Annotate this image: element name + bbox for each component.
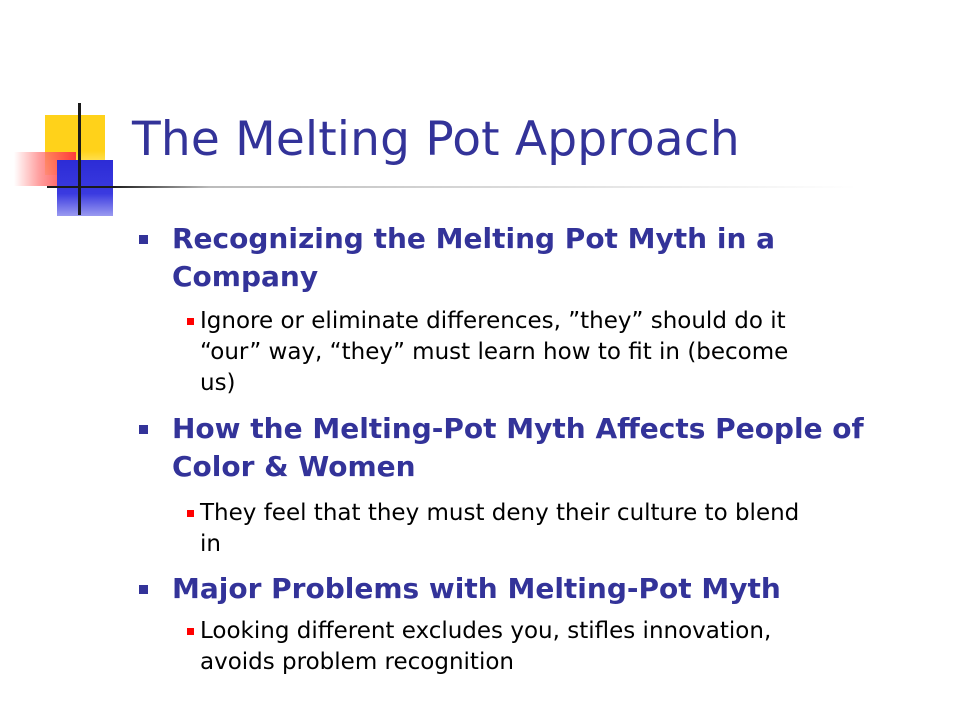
decorative-blue-square — [57, 160, 113, 216]
section-item — [130, 498, 800, 560]
section-heading-text: How the Melting-Pot Myth Affects People of Color & Women — [172, 412, 864, 483]
bullet-square-icon — [139, 235, 148, 244]
bullet-square-icon — [187, 510, 194, 517]
section-heading-3 — [130, 570, 930, 608]
section-heading-text: Major Problems with Melting-Pot Myth — [172, 572, 781, 605]
title-underline-divider — [47, 186, 857, 188]
bullet-square-icon — [187, 628, 194, 635]
section-heading-1 — [130, 220, 930, 296]
slide-content — [130, 220, 930, 678]
bullet-square-icon — [139, 425, 148, 434]
section-heading-2 — [130, 410, 930, 486]
section-item-text: They feel that they must deny their culture to blend in — [200, 500, 800, 557]
section-item-text: Looking different excludes you, stifles innovation, avoids problem recognition — [200, 618, 772, 675]
section-heading-text: Recognizing the Melting Pot Myth in a Company — [172, 222, 776, 293]
slide-title: The Melting Pot Approach — [132, 112, 740, 167]
decorative-vertical-line — [78, 103, 81, 215]
section-item — [130, 306, 800, 399]
section-item — [130, 616, 800, 678]
bullet-square-icon — [139, 585, 148, 594]
bullet-square-icon — [187, 318, 194, 325]
section-item-text: Ignore or eliminate differences, ”they” should do it “our” way, “they” must learn how to fit in (become us) — [200, 308, 789, 396]
